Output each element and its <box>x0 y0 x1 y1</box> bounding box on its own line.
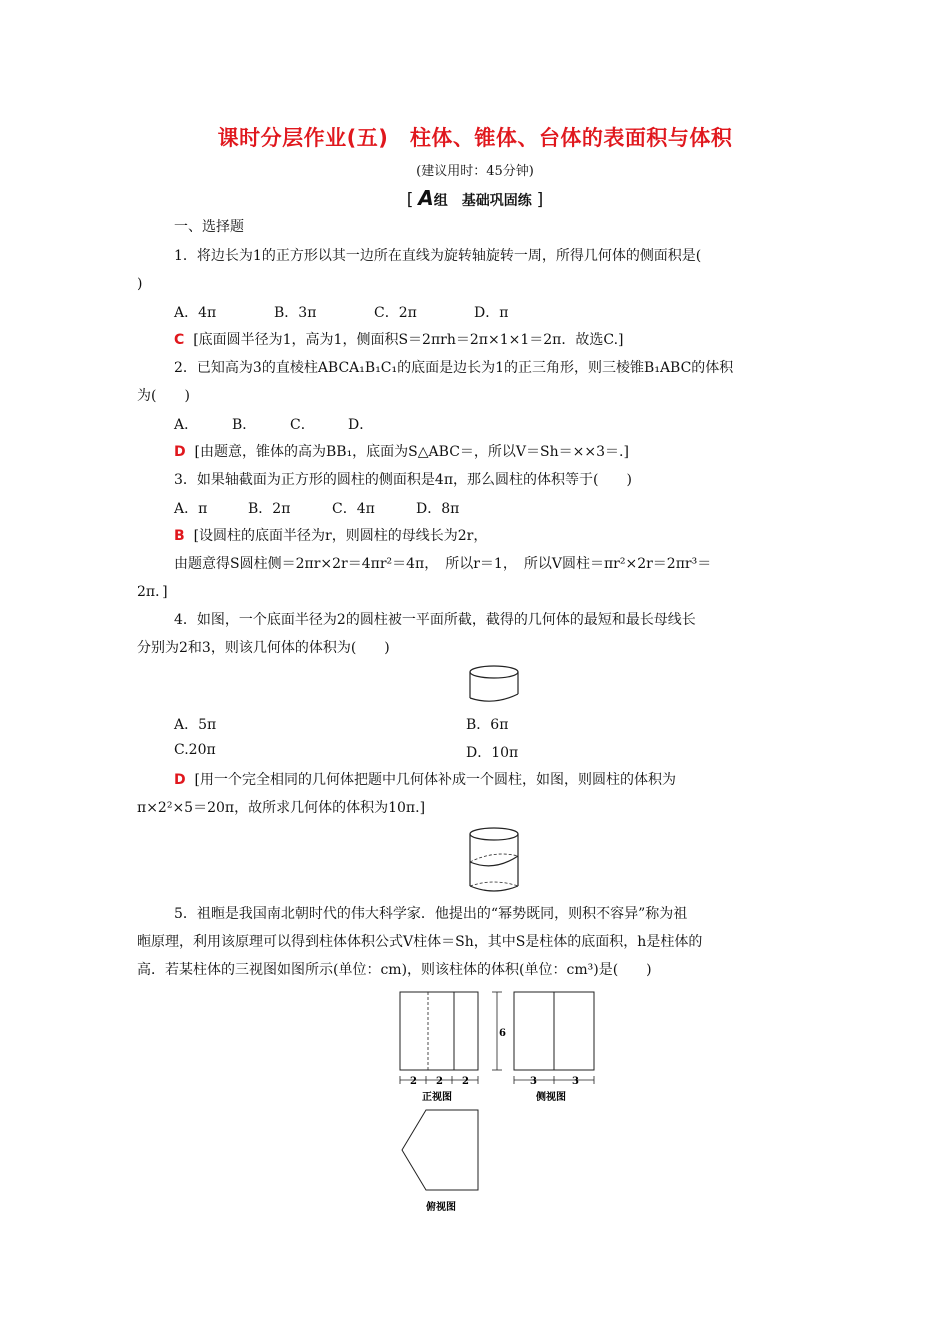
q2-option-a: A． <box>174 417 199 433</box>
q3-solution-line3: 2π．] <box>137 584 168 600</box>
q3-solution-line2: 由题意得S圆柱侧＝2πr×2r＝4πr²＝4π， 所以r＝1， 所以V圆柱＝πr²×2r＝2πr³＝ <box>174 556 712 572</box>
q5-stem-line1: 5．祖暅是我国南北朝时代的伟大科学家．他提出的“幂势既同，则积不容异”称为祖 <box>174 906 688 922</box>
section-heading: 一、选择题 <box>174 219 244 235</box>
q1-option-c: C．2π <box>374 305 417 321</box>
q2-answer: D <box>174 444 186 460</box>
q3-solution-text1: [设圆柱的底面半径为r，则圆柱的母线长为2r， <box>193 528 488 544</box>
q4-solution-text1: [用一个完全相同的几何体把题中几何体补成一个圆柱，如图，则圆柱的体积为 <box>194 772 676 788</box>
q1-stem-line2: ) <box>137 276 143 292</box>
q4-truncated-cylinder-figure <box>466 664 524 706</box>
q1-option-a: A．4π <box>174 305 217 321</box>
q4-answer: D <box>174 772 186 788</box>
front-dim-3: 2 <box>462 1076 469 1087</box>
height-dim: 6 <box>499 1028 506 1039</box>
q4-option-d: D．10π <box>466 745 519 761</box>
side-dim-1: 3 <box>530 1076 537 1087</box>
q1-option-b: B．3π <box>274 305 317 321</box>
front-view-label: 正视图 <box>422 1092 452 1103</box>
suggested-time: (建议用时：45分钟) <box>416 164 534 179</box>
q3-stem: 3．如果轴截面为正方形的圆柱的侧面积是4π，那么圆柱的体积等于( ) <box>174 472 632 488</box>
q4-stem-line2: 分别为2和3，则该几何体的体积为( ) <box>137 640 390 656</box>
group-text: 组 基础巩固练 <box>433 193 532 209</box>
q2-stem-line1: 2．已知高为3的直棱柱ABCA₁B₁C₁的底面是边长为1的正三角形，则三棱锥B₁ABC的体积 <box>174 360 734 376</box>
q4-stem-line1: 4．如图，一个底面半径为2的圆柱被一平面所截，截得的几何体的最短和最长母线长 <box>174 612 696 628</box>
bracket-open: [ <box>406 190 414 210</box>
side-view-label: 侧视图 <box>536 1092 566 1103</box>
q1-solution <box>174 330 624 350</box>
q3-answer: B <box>174 528 185 544</box>
q3-option-b: B．2π <box>248 501 291 517</box>
q4-solution-line2: π×2²×5＝20π，故所求几何体的体积为10π.] <box>137 800 426 816</box>
q4-option-a: A．5π <box>174 717 217 733</box>
q4-option-c: C.20π <box>174 742 216 758</box>
side-dim-2: 3 <box>572 1076 579 1087</box>
q1-stem-line1: 1．将边长为1的正方形以其一边所在直线为旋转轴旋转一周，所得几何体的侧面积是( <box>174 248 702 264</box>
q2-option-c: C． <box>290 417 315 433</box>
page-title: 课时分层作业(五) 柱体、锥体、台体的表面积与体积 <box>217 126 733 150</box>
q4-completed-cylinder-figure <box>466 826 524 894</box>
q2-solution-text: [由题意，锥体的高为BB₁，底面为S△ABC＝，所以V＝Sh＝××3＝.] <box>194 444 629 460</box>
q3-option-a: A．π <box>174 501 208 517</box>
q1-solution-text: [底面圆半径为1，高为1，侧面积S＝2πrh＝2π×1×1＝2π．故选C.] <box>193 332 624 348</box>
q3-option-c: C．4π <box>332 501 375 517</box>
group-a-heading <box>0 186 950 210</box>
q1-answer: C <box>174 332 185 348</box>
q3-option-d: D．8π <box>416 501 460 517</box>
q3-solution-line1 <box>174 526 487 546</box>
front-dim-2: 2 <box>436 1076 443 1087</box>
front-dim-1: 2 <box>410 1076 417 1087</box>
top-view-label: 俯视图 <box>426 1202 456 1213</box>
top-view <box>402 1110 478 1190</box>
q2-option-d: D． <box>348 417 374 433</box>
q5-stem-line2: 暅原理，利用该原理可以得到柱体体积公式V柱体＝Sh，其中S是柱体的底面积，h是柱体的 <box>137 934 703 950</box>
q2-stem-line2: 为( ) <box>137 388 190 404</box>
bracket-close: ] <box>536 190 544 210</box>
q2-solution <box>174 442 629 462</box>
three-view-figure <box>392 988 602 1216</box>
q2-option-b: B． <box>232 417 257 433</box>
q5-stem-line3: 高．若某柱体的三视图如图所示(单位：cm)，则该柱体的体积(单位：cm³)是( ) <box>137 962 652 978</box>
q4-option-b: B．6π <box>466 717 509 733</box>
q4-solution-line1 <box>174 770 676 790</box>
front-view <box>400 992 478 1084</box>
q1-option-d: D．π <box>474 305 509 321</box>
side-view <box>514 992 594 1084</box>
group-letter: A <box>418 186 434 210</box>
